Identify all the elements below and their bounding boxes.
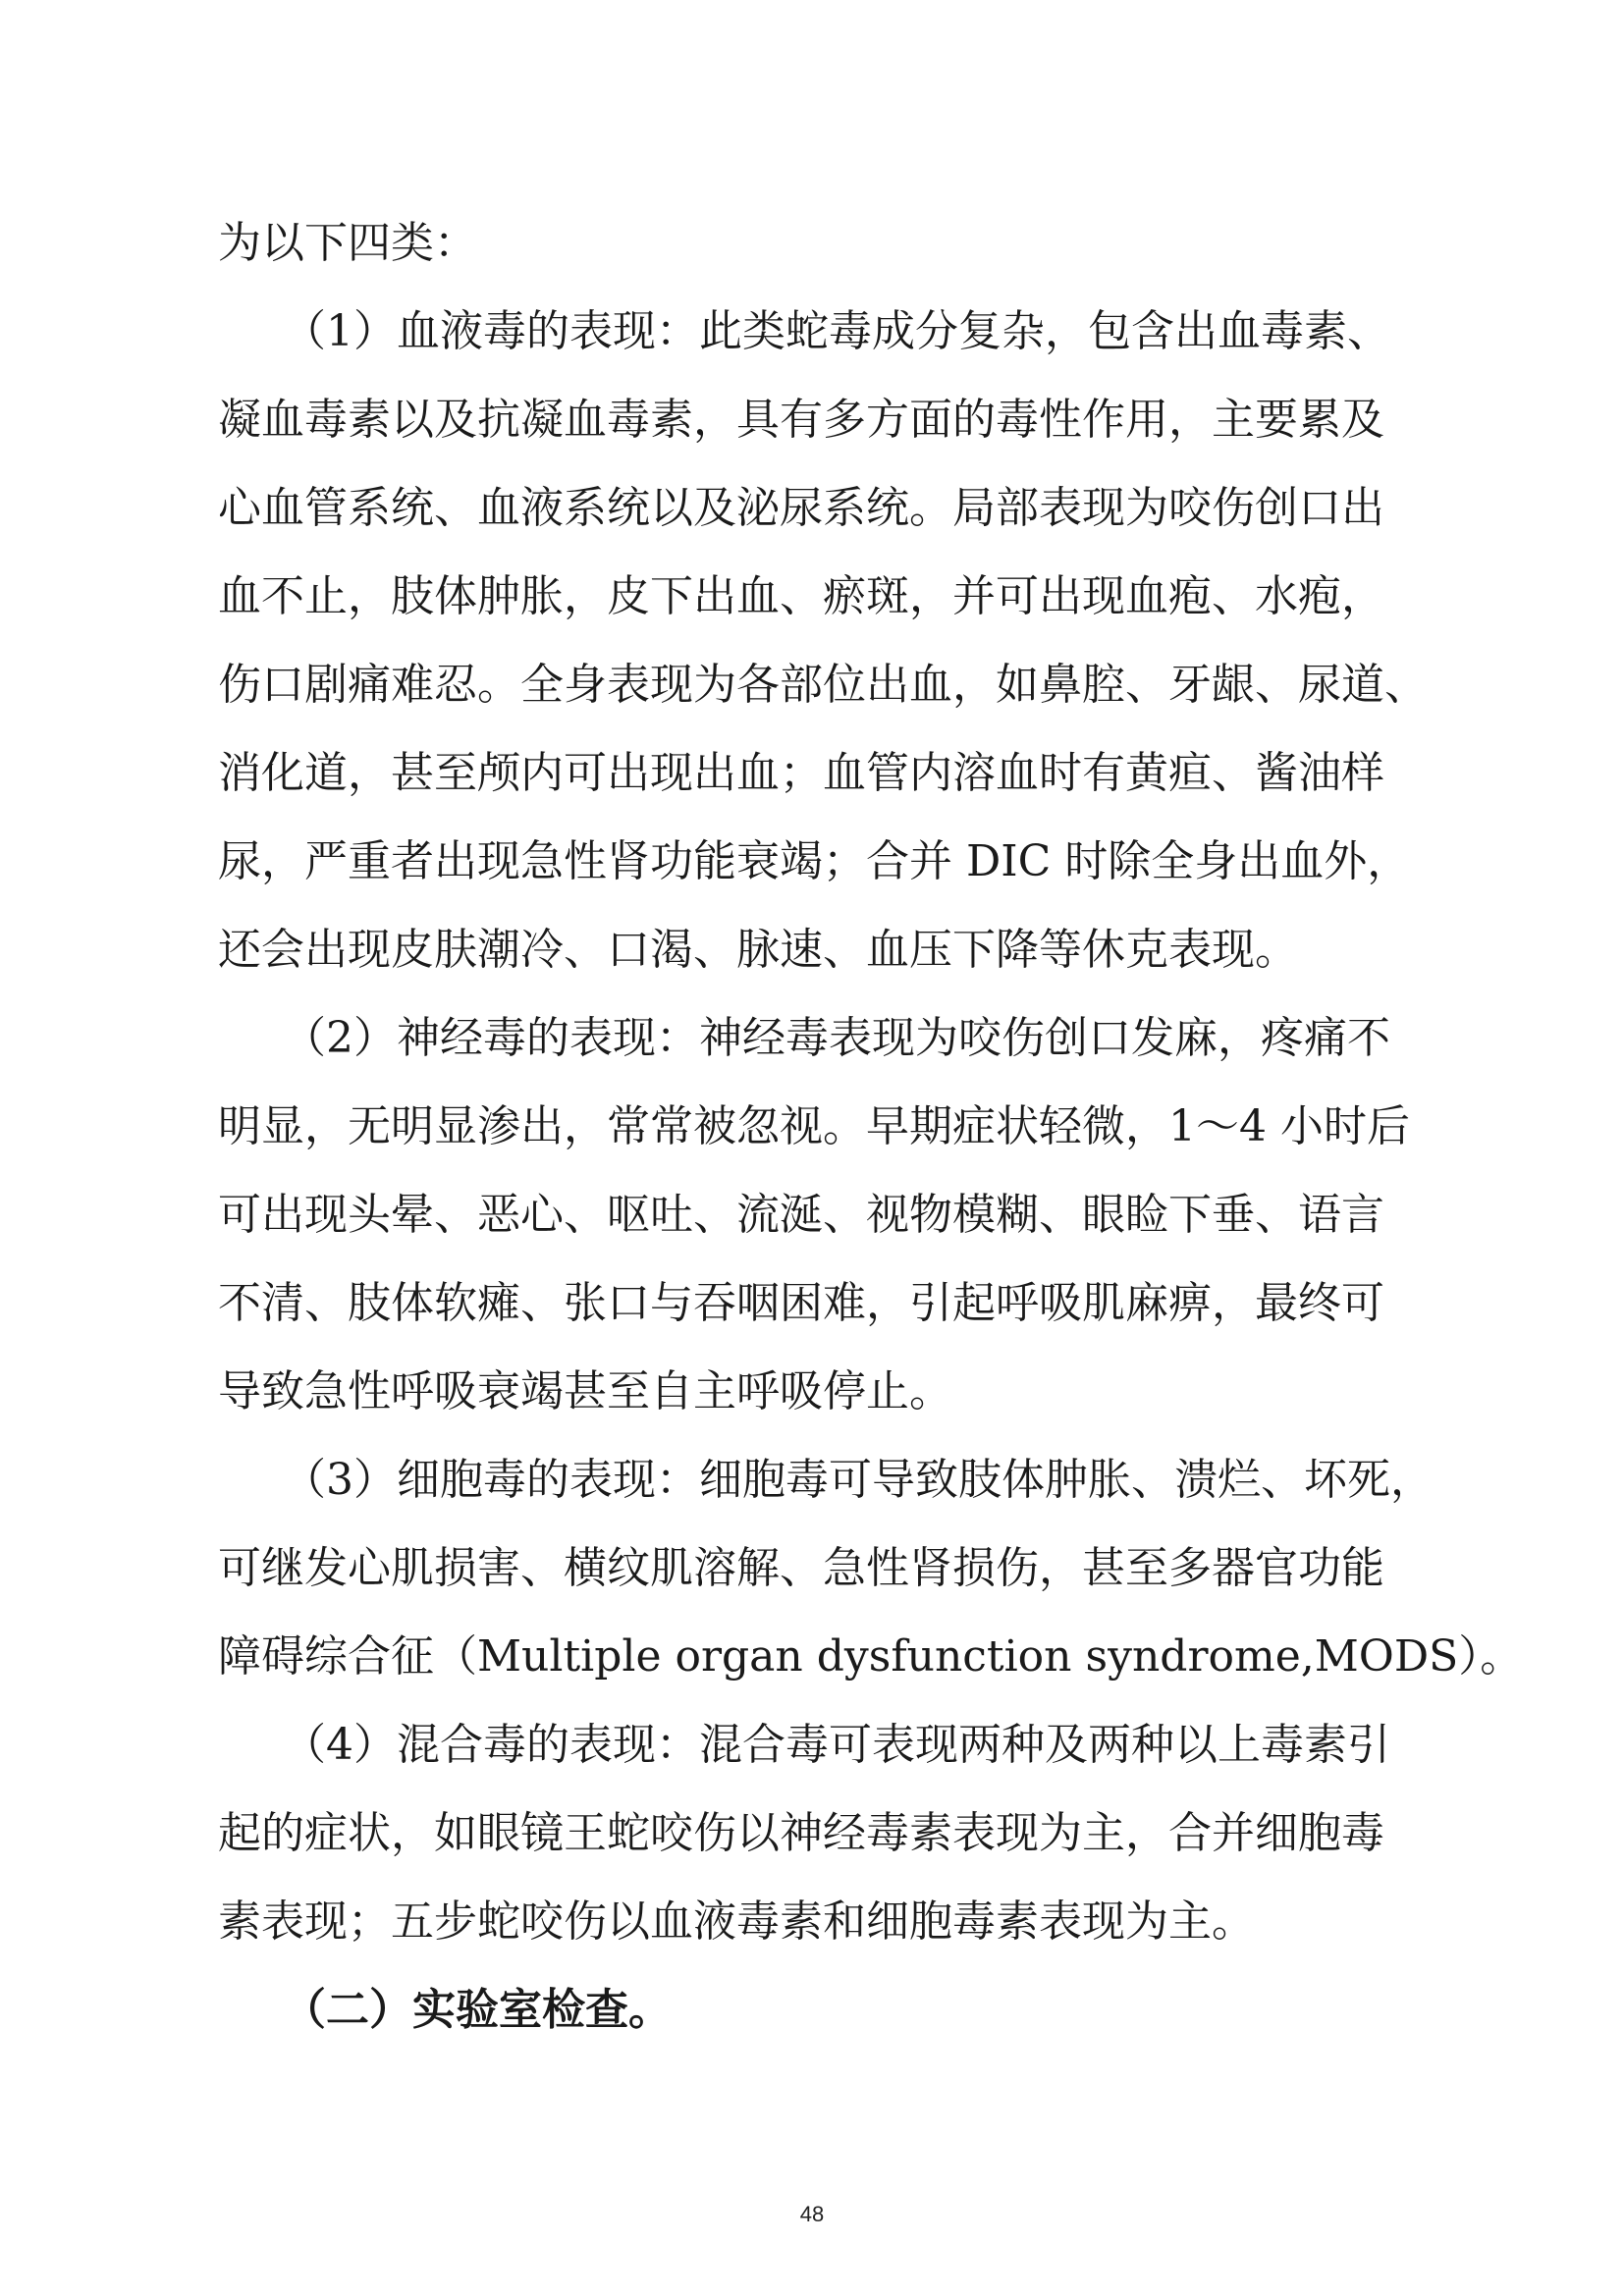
text-line: （2）神经毒的表现：神经毒表现为咬伤创口发麻，疼痛不 [218,1013,1390,1063]
text-line: 凝血毒素以及抗凝血毒素，具有多方面的毒性作用，主要累及 [218,395,1384,445]
text-line: 障碍综合征（Multiple organ dysfunction syndrome,MODS）。 [218,1631,1524,1682]
text-line: （3）细胞毒的表现：细胞毒可导致肢体肿胀、溃烂、坏死， [218,1455,1434,1505]
section-heading: （二）实验室检查。 [218,1985,672,2035]
text-line: 为以下四类： [218,218,477,268]
text-line: 起的症状，如眼镜王蛇咬伤以神经毒素表现为主，合并细胞毒 [218,1808,1384,1858]
text-line: 还会出现皮肤潮冷、口渴、脉速、血压下降等休克表现。 [218,925,1298,975]
text-line: （1）血液毒的表现：此类蛇毒成分复杂，包含出血毒素、 [218,306,1390,356]
page-number: 48 [799,2202,825,2226]
text-line: 可出现头晕、恶心、呕吐、流涎、视物模糊、眼睑下垂、语言 [218,1190,1384,1240]
text-line: 血不止，肢体肿胀，皮下出血、瘀斑，并可出现血疱、水疱， [218,571,1384,621]
text-line: 不清、肢体软瘫、张口与吞咽困难，引起呼吸肌麻痹，最终可 [218,1278,1384,1328]
text-line: 心血管系统、血液系统以及泌尿系统。局部表现为咬伤创口出 [218,483,1384,533]
text-line: 导致急性呼吸衰竭甚至自主呼吸停止。 [218,1366,952,1416]
text-line: 消化道，甚至颅内可出现出血；血管内溶血时有黄疸、酱油样 [218,748,1384,798]
text-line: 伤口剧痛难忍。全身表现为各部位出血，如鼻腔、牙龈、尿道、 [218,660,1428,710]
text-line: 尿，严重者出现急性肾功能衰竭；合并 DIC 时除全身出血外， [218,836,1411,886]
text-line: 明显，无明显渗出，常常被忽视。早期症状轻微，1～4 小时后 [218,1101,1410,1151]
text-line: （4）混合毒的表现：混合毒可表现两种及两种以上毒素引 [218,1720,1390,1770]
text-line: 素表现；五步蛇咬伤以血液毒素和细胞毒素表现为主。 [218,1896,1255,1947]
text-line: 可继发心肌损害、横纹肌溶解、急性肾损伤，甚至多器官功能 [218,1543,1384,1593]
